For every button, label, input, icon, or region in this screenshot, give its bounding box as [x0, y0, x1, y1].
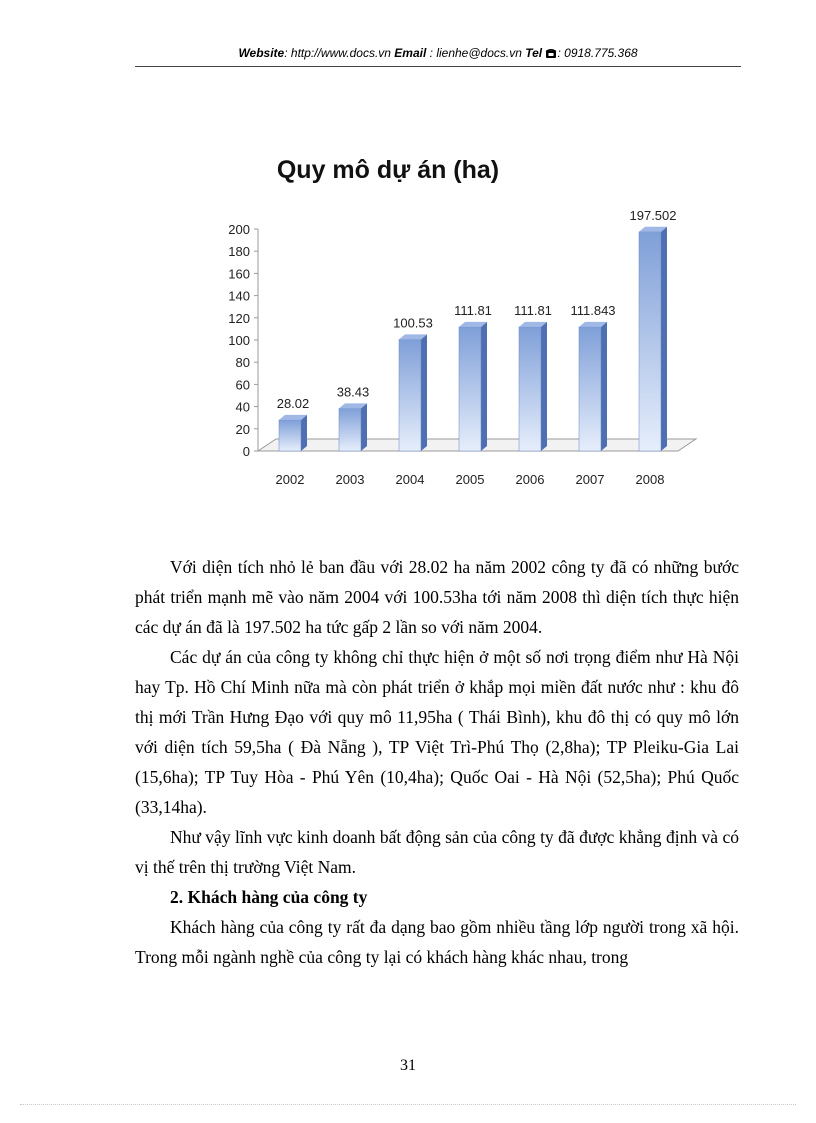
- y-tick-label: 80: [235, 355, 250, 371]
- page-number: 31: [400, 1057, 416, 1074]
- bar-side: [481, 322, 487, 451]
- section-heading-customers: 2. Khách hàng của công ty: [170, 887, 368, 907]
- bar-chart: [218, 142, 718, 502]
- footer-divider: [20, 1104, 796, 1105]
- bar-side: [301, 415, 307, 451]
- bar: [459, 327, 481, 451]
- phone-icon: [545, 47, 557, 62]
- chart-title: Quy mô dự án (ha): [276, 156, 500, 184]
- tel-label: Tel: [525, 46, 543, 60]
- x-tick-label: 2002: [275, 472, 305, 487]
- x-tick-label: 2008: [635, 472, 665, 487]
- bar: [579, 327, 601, 451]
- x-tick-label: 2006: [515, 472, 545, 487]
- y-tick-label: 20: [235, 421, 250, 437]
- x-tick-label: 2004: [395, 472, 425, 487]
- email-value: : lienhe@docs.vn: [429, 46, 522, 60]
- x-tick-label: 2003: [335, 472, 365, 487]
- data-label: 111.81: [454, 302, 492, 318]
- paragraph-position: Như vậy lĩnh vực kinh doanh bất động sản của công ty đã được khẳng định và có vị thế trên thị trường Việt Nam.: [135, 827, 739, 877]
- y-tick-label: 160: [228, 266, 250, 282]
- y-tick-label: 60: [235, 377, 250, 393]
- chart-svg: [218, 142, 718, 502]
- bar: [519, 327, 541, 451]
- y-tick-label: 120: [228, 310, 250, 326]
- bar: [639, 232, 661, 451]
- bar-side: [601, 322, 607, 451]
- bar-side: [661, 227, 667, 451]
- data-label: 38.43: [336, 384, 370, 400]
- document-body: [135, 552, 739, 972]
- x-tick-label: 2007: [575, 472, 605, 487]
- data-label: 111.81: [514, 302, 552, 318]
- website-label: Website: [238, 46, 285, 60]
- y-tick-label: 0: [242, 444, 250, 459]
- bar-side: [421, 334, 427, 451]
- data-label: 100.53: [393, 315, 433, 331]
- y-tick-label: 180: [228, 244, 250, 260]
- bar-side: [541, 322, 547, 451]
- page-header: [135, 46, 741, 62]
- tel-value: : 0918.775.368: [557, 46, 638, 60]
- bar: [279, 420, 301, 451]
- y-tick-label: 40: [235, 399, 250, 415]
- paragraph-customers: Khách hàng của công ty rất đa dạng bao gồm nhiều tầng lớp người trong xã hội. Trong mỗi ngành nghề của công ty lại có khách hàng khác nhau, trong: [135, 917, 739, 967]
- x-tick-label: 2005: [455, 472, 485, 487]
- bar: [399, 339, 421, 451]
- data-label: 28.02: [276, 395, 310, 411]
- y-tick-label: 100: [228, 333, 250, 348]
- paragraph-growth: Với diện tích nhỏ lẻ ban đầu với 28.02 ha năm 2002 công ty đã có những bước phát triển mạnh mẽ vào năm 2004 với 100.53ha tới năm 2008 thì diện tích thực hiện các dự án đã là 197.502 ha tức gấp 2 lần so với năm 2004.: [135, 557, 739, 637]
- website-value: : http://www.docs.vn: [284, 46, 391, 60]
- bar: [339, 408, 361, 451]
- y-tick-label: 200: [228, 222, 250, 237]
- paragraph-projects: Các dự án của công ty không chỉ thực hiện ở một số nơi trọng điểm như Hà Nội hay Tp. Hồ Chí Minh nữa mà còn phát triển ở khắp mọi miền đất nước như : khu đô thị mới Trần Hưng Đạo với quy mô 11,95ha ( Thái Bình), khu đô thị có quy mô lớn với diện tích 59,5ha ( Đà Nẵng ), TP Việt Trì-Phú Thọ (2,8ha); TP Pleiku-Gia Lai (15,6ha); TP Tuy Hòa - Phú Yên (10,4ha); Quốc Oai - Hà Nội (52,5ha); Phú Quốc (33,14ha).: [135, 647, 739, 817]
- y-tick-label: 140: [228, 288, 250, 304]
- email-label: Email: [394, 46, 427, 60]
- header-divider: [135, 66, 741, 67]
- data-label: 111.843: [570, 302, 616, 318]
- bar-side: [361, 403, 367, 451]
- data-label: 197.502: [629, 207, 677, 223]
